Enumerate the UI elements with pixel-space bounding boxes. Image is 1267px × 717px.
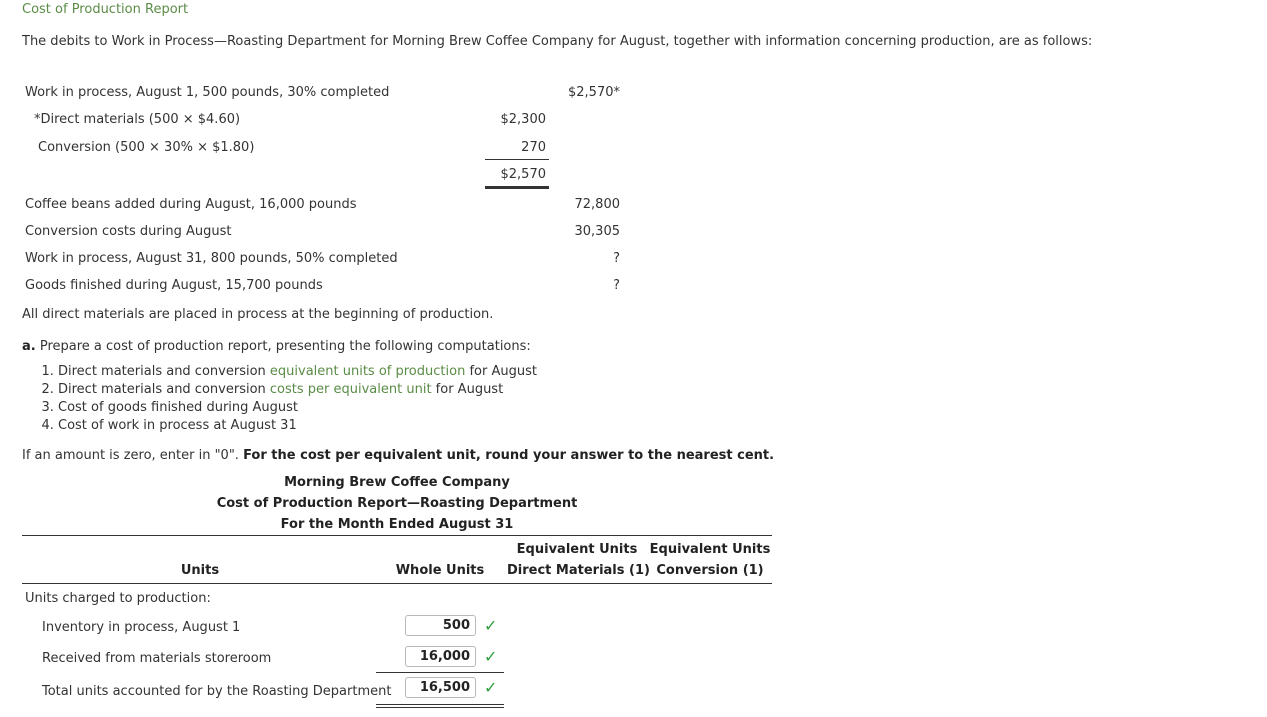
report-title: Cost of Production Report—Roasting Department [216,496,578,511]
col-header-units: Units [180,563,220,578]
subtotal-value: $2,570 [500,167,546,182]
dm-label: *Direct materials (500 × $4.60) [34,112,241,127]
step-1-suffix: for August [465,364,537,379]
step-4 [58,417,537,435]
conversion-label: Conversion (500 × 30% × $1.80) [38,140,255,155]
question-prompt [22,339,531,354]
section-units-charged: Units charged to production: [25,591,211,606]
report-top-rule [22,535,772,536]
instructions-plain: If an amount is zero, enter in "0". [22,448,244,463]
question-letter: a. [22,339,36,354]
step-2-text: Direct materials and conversion [58,382,270,397]
dm-value: $2,300 [500,112,546,127]
beans-value: 72,800 [574,197,620,212]
input-received-whole-units[interactable]: 16,000 [405,646,476,667]
total-double-rule-top [376,704,504,705]
subtotal-double-rule [485,186,549,189]
header-bottom-rule [22,583,772,584]
finished-label: Goods finished during August, 15,700 pounds [25,278,323,293]
report-company: Morning Brew Coffee Company [284,475,510,490]
row-label-total: Total units accounted for by the Roasting Department [42,684,392,699]
finished-value: ? [613,278,620,293]
page-title: Cost of Production Report [22,2,189,17]
conversion-value: 270 [521,140,546,155]
step-1-text: Direct materials and conversion [58,364,270,379]
step-4-text: Cost of work in process at August 31 [58,418,297,433]
conv-costs-value: 30,305 [574,224,620,239]
intro-text: The debits to Work in Process—Roasting Department for Morning Brew Coffee Company for August, together with information concerning production, are as follows: [22,34,1093,49]
step-3 [58,399,537,417]
instructions [22,448,774,463]
input-total-whole-units[interactable]: 16,500 [405,677,476,698]
link-costs-per-unit[interactable]: costs per equivalent unit [269,382,432,397]
row-label-inventory: Inventory in process, August 1 [42,620,241,635]
total-double-rule-bottom [376,707,504,708]
wip-aug31-value: ? [613,251,620,266]
wip-aug1-value: $2,570* [568,85,620,100]
col-header-eu-conv-2: Conversion (1) [656,563,764,578]
col-header-eu-conv-1: Equivalent Units [649,542,771,557]
check-icon: ✓ [484,616,498,635]
wip-aug1-label: Work in process, August 1, 500 pounds, 30% completed [25,85,390,100]
step-2-suffix: for August [431,382,504,397]
conv-costs-label: Conversion costs during August [25,224,232,239]
wip-aug31-label: Work in process, August 31, 800 pounds, 50% completed [25,251,398,266]
question-text: Prepare a cost of production report, presenting the following computations: [39,339,531,354]
col-header-eu-dm-2: Direct Materials (1) [507,563,650,578]
col-header-eu-dm-1: Equivalent Units [516,542,638,557]
total-rule [376,672,504,673]
subtotal-rule [485,159,549,160]
link-equivalent-units[interactable]: equivalent units of production [269,364,466,379]
steps-list [38,363,537,435]
step-3-text: Cost of goods finished during August [58,400,299,415]
step-2 [58,381,537,399]
row-label-received: Received from materials storeroom [42,651,272,666]
input-inventory-whole-units[interactable]: 500 [405,615,476,636]
check-icon: ✓ [484,678,498,697]
col-header-whole-units: Whole Units [395,563,485,578]
beans-label: Coffee beans added during August, 16,000 pounds [25,197,357,212]
instructions-bold: For the cost per equivalent unit, round your answer to the nearest cent. [243,448,775,463]
check-icon: ✓ [484,647,498,666]
report-period: For the Month Ended August 31 [280,517,514,532]
step-1 [58,363,537,381]
materials-note: All direct materials are placed in process at the beginning of production. [22,307,494,322]
